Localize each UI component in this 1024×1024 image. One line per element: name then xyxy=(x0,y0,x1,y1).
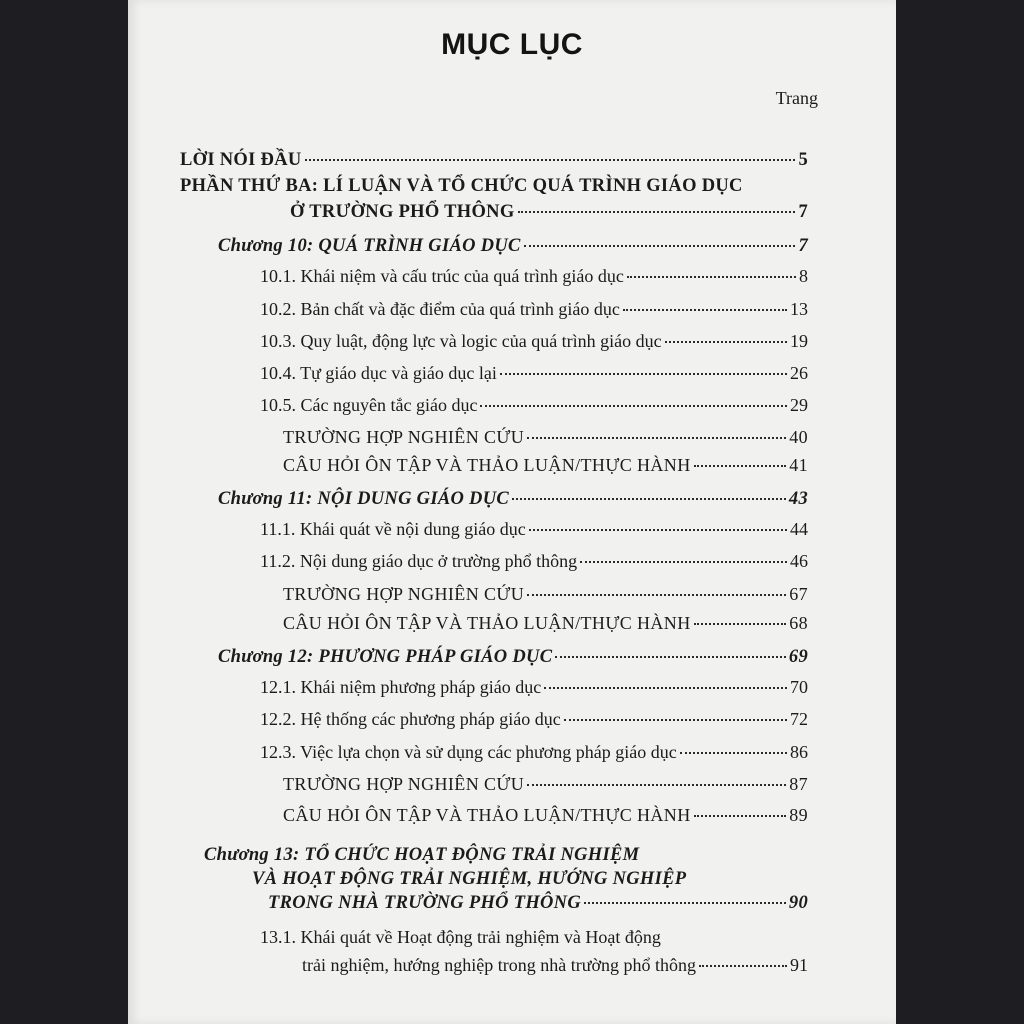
toc-section: 10.5. Các nguyên tắc giáo dục 29 xyxy=(260,395,808,415)
toc-entry: LỜI NÓI ĐẦU 5 xyxy=(180,150,808,170)
toc-section: trải nghiệm, hướng nghiệp trong nhà trường phổ thông 91 xyxy=(302,955,808,975)
toc-case-study: TRƯỜNG HỢP NGHIÊN CỨU 40 xyxy=(283,427,808,447)
toc-review-questions: CÂU HỎI ÔN TẬP VÀ THẢO LUẬN/THỰC HÀNH 68 xyxy=(283,613,808,633)
toc-section: 10.1. Khái niệm và cấu trúc của quá trình giáo dục 8 xyxy=(260,266,808,286)
toc-chapter: Chương 10: QUÁ TRÌNH GIÁO DỤC 7 xyxy=(218,236,808,256)
toc-section: 10.3. Quy luật, động lực và logic của quá trình giáo dục 19 xyxy=(260,331,808,351)
toc-section: 12.2. Hệ thống các phương pháp giáo dục 72 xyxy=(260,709,808,729)
page-column-label: Trang xyxy=(775,88,818,108)
toc-section-line: 13.1. Khái quát về Hoạt động trải nghiệm và Hoạt động xyxy=(260,927,661,947)
toc-chapter-line: VÀ HOẠT ĐỘNG TRẢI NGHIỆM, HƯỚNG NGHIỆP xyxy=(252,869,687,889)
toc-case-study: TRƯỜNG HỢP NGHIÊN CỨU 87 xyxy=(283,774,808,794)
toc-review-questions: CÂU HỎI ÔN TẬP VÀ THẢO LUẬN/THỰC HÀNH 41 xyxy=(283,455,808,475)
toc-case-study: TRƯỜNG HỢP NGHIÊN CỨU 67 xyxy=(283,584,808,604)
toc-section: 11.1. Khái quát về nội dung giáo dục 44 xyxy=(260,519,808,539)
toc-chapter-line: Chương 13: TỔ CHỨC HOẠT ĐỘNG TRẢI NGHIỆM xyxy=(204,845,640,865)
toc-chapter: Chương 11: NỘI DUNG GIÁO DỤC 43 xyxy=(218,489,808,509)
toc-chapter: TRONG NHÀ TRƯỜNG PHỔ THÔNG 90 xyxy=(268,893,808,913)
toc-section: 12.3. Việc lựa chọn và sử dụng các phương pháp giáo dục 86 xyxy=(260,742,808,762)
toc-part-heading: PHẦN THỨ BA: LÍ LUẬN VÀ TỔ CHỨC QUÁ TRÌNH GIÁO DỤC xyxy=(180,176,743,196)
toc-review-questions: CÂU HỎI ÔN TẬP VÀ THẢO LUẬN/THỰC HÀNH 89 xyxy=(283,805,808,825)
book-page xyxy=(128,0,896,1024)
toc-section: 11.2. Nội dung giáo dục ở trường phổ thông 46 xyxy=(260,551,808,571)
toc-entry: Ở TRƯỜNG PHỔ THÔNG 7 xyxy=(290,202,808,222)
toc-section: 12.1. Khái niệm phương pháp giáo dục 70 xyxy=(260,677,808,697)
toc-section: 10.2. Bản chất và đặc điểm của quá trình giáo dục 13 xyxy=(260,299,808,319)
toc-section: 10.4. Tự giáo dục và giáo dục lại 26 xyxy=(260,363,808,383)
toc-chapter: Chương 12: PHƯƠNG PHÁP GIÁO DỤC 69 xyxy=(218,647,808,667)
page-title: MỤC LỤC xyxy=(441,28,583,61)
